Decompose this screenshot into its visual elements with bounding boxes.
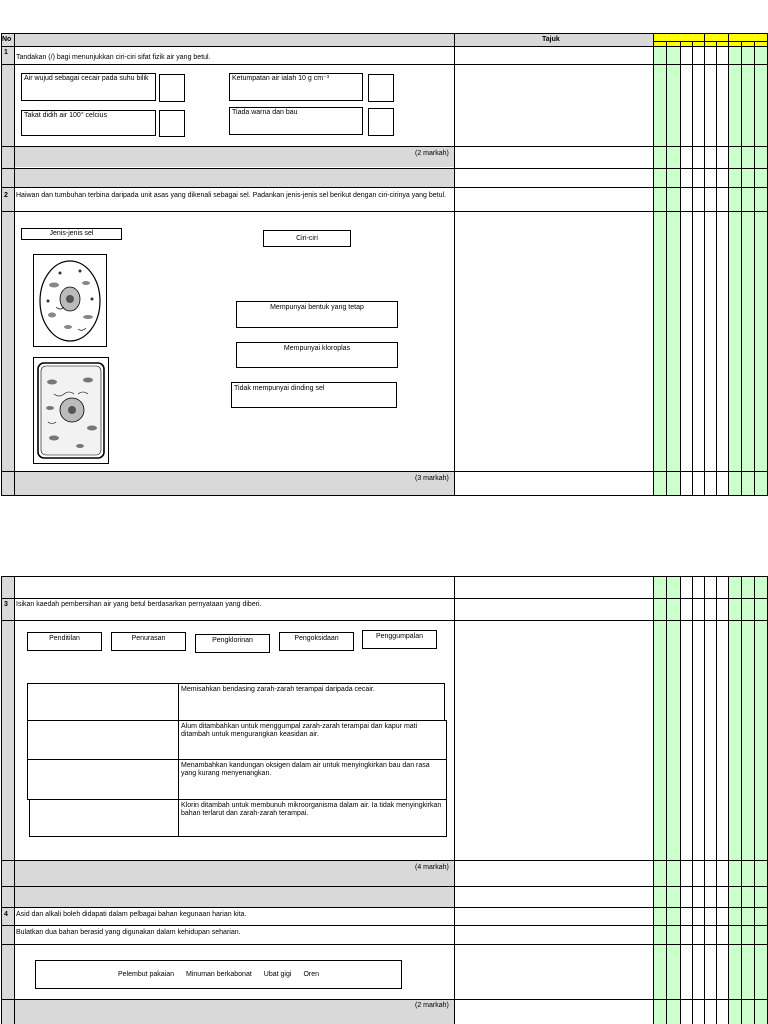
option-box: Tiada warna dan bau <box>229 107 363 135</box>
tajuk-header: Tajuk <box>542 36 560 43</box>
question-number: 4 <box>4 911 8 918</box>
item-option[interactable]: Pelembut pakaian <box>117 970 175 978</box>
statement-cell: Menambahkan kandungan oksigen dalam air untuk menyingkirkan bau dan rasa yang kurang menyenangkan. <box>178 759 447 800</box>
item-option[interactable]: Minuman berkabonat <box>186 970 252 978</box>
marks-row <box>14 999 454 1024</box>
statement-cell: Alum ditambahkan untuk menggumpal zarah-zarah terampai dan kapur mati ditambah untuk mengurangkan keasidan air. <box>178 720 447 760</box>
option-box: Ketumpatan air ialah 10 g cm⁻³ <box>229 73 363 101</box>
statement-cell: Memisahkan bendasing zarah-zarah terampai daripada cecair. <box>178 683 445 721</box>
option-box: Air wujud sebagai cecair pada suhu bilik <box>21 73 156 101</box>
level-column-3 <box>728 576 768 1024</box>
marks-row <box>14 471 454 495</box>
tick-box[interactable] <box>368 74 394 102</box>
marks-label: (4 markah) <box>415 864 449 871</box>
question-prompt: Tandakan (/) bagi menunjukkan ciri-ciri sifat fizik air yang betul. <box>16 54 211 61</box>
question-number: 3 <box>4 601 8 608</box>
method-box: Penurasan <box>111 632 186 651</box>
animal-cell-image <box>33 254 107 347</box>
spacer-row <box>14 887 454 907</box>
plant-cell-icon <box>34 358 108 463</box>
row-number-column <box>1 33 14 495</box>
plant-cell-image <box>33 357 109 464</box>
spacer-row <box>14 168 454 187</box>
marks-row <box>14 860 454 886</box>
marks-row <box>14 146 454 167</box>
traits-title: Ciri-ciri <box>263 230 351 247</box>
items-box <box>35 960 402 989</box>
marks-label: (2 markah) <box>415 1002 449 1009</box>
marks-label: (2 markah) <box>415 150 449 157</box>
question-prompt: Haiwan dan tumbuhan terbina daripada unit asas yang dikenali sebagai sel. Padankan jenis-jenis sel berikut dengan ciri-cirinya yang betul. <box>16 192 446 199</box>
tick-box[interactable] <box>368 108 394 136</box>
trait-box: Mempunyai bentuk yang tetap <box>236 301 398 328</box>
method-box: Pengoksidaan <box>279 632 354 651</box>
answer-cell[interactable] <box>27 683 179 721</box>
trait-box: Mempunyai kloroplas <box>236 342 398 368</box>
types-title: Jenis-jenis sel <box>21 228 122 240</box>
method-box: Penditilan <box>27 632 102 651</box>
method-box: Penggumpalan <box>362 630 437 649</box>
no-header: No <box>2 36 12 43</box>
question-line: Asid dan alkali boleh didapati dalam pelbagai bahan kegunaan harian kita. <box>16 911 247 918</box>
answer-cell[interactable] <box>27 759 179 800</box>
item-option[interactable]: Ubat gigi <box>263 970 292 978</box>
option-box: Takat didih air 100° celcius <box>21 110 156 136</box>
tick-box[interactable] <box>159 74 185 102</box>
trait-box: Tidak mempunyai dinding sel <box>231 382 397 408</box>
animal-cell-icon <box>34 255 106 346</box>
level-column-3 <box>728 46 768 495</box>
question-line: Bulatkan dua bahan berasid yang digunakan dalam kehidupan seharian. <box>16 929 241 936</box>
question-number: 1 <box>4 49 8 56</box>
item-option[interactable]: Oren <box>303 970 319 978</box>
answer-cell[interactable] <box>29 799 179 837</box>
question-prompt: Isikan kaedah pembersihan air yang betul berdasarkan pernyataan yang diberi. <box>16 601 262 608</box>
marks-label: (3 markah) <box>415 475 449 482</box>
question-number: 2 <box>4 192 8 199</box>
statement-cell: Klorin ditambah untuk membunuh mikroorganisma dalam air. Ia tidak menyingkirkan bahan terlarut dan zarah-zarah terampai. <box>178 799 447 837</box>
answer-cell[interactable] <box>27 720 179 760</box>
row-number-column <box>1 576 14 1024</box>
method-box: Pengklorinan <box>195 634 270 653</box>
level-header <box>653 33 768 46</box>
tick-box[interactable] <box>159 110 185 137</box>
